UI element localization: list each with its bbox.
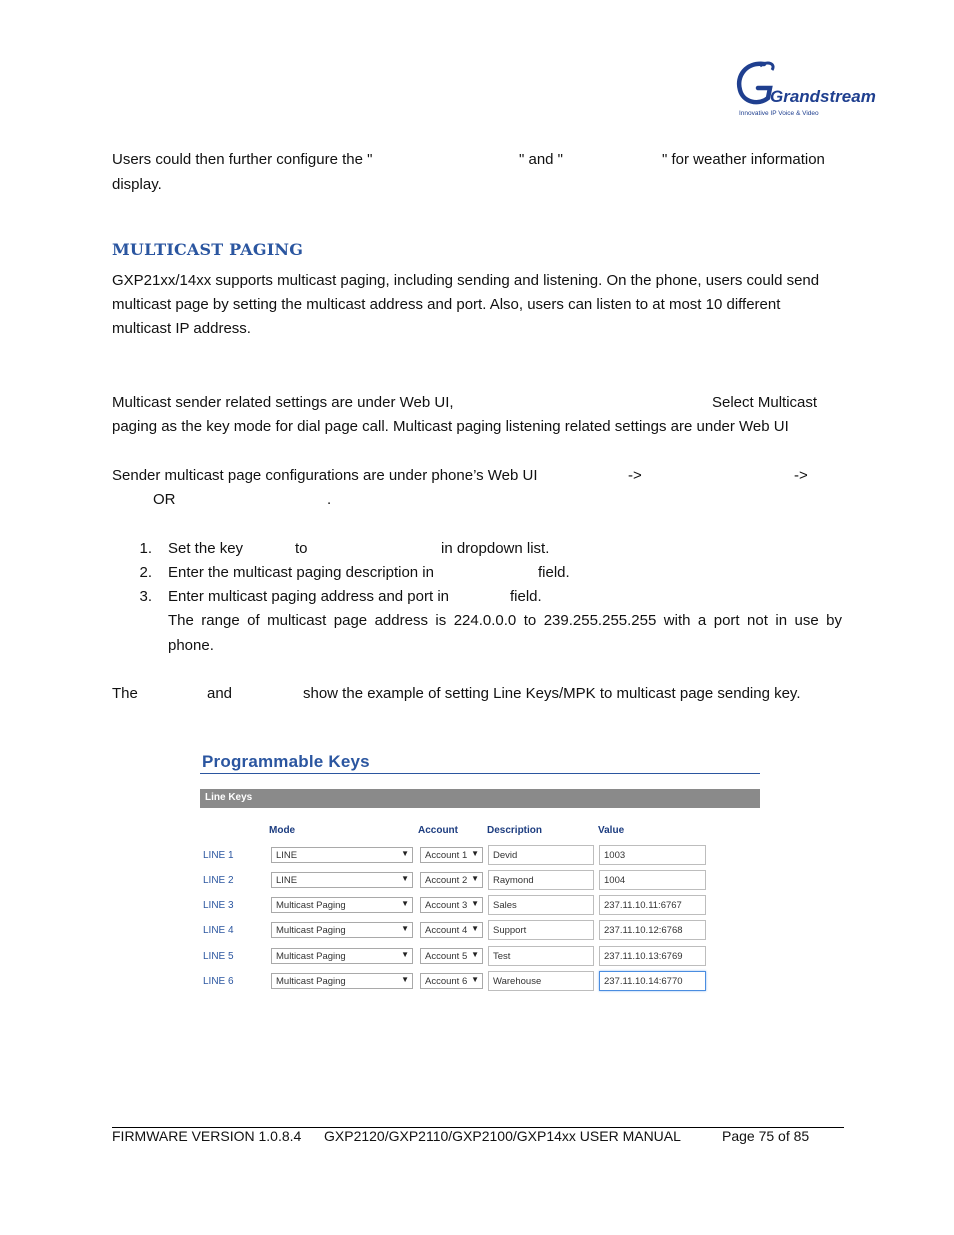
account-select[interactable] bbox=[420, 872, 483, 888]
description-input[interactable]: Devid bbox=[488, 845, 594, 865]
step-text: field. bbox=[510, 588, 542, 605]
config-text-a: Sender multicast page configurations are under phone’s Web UI bbox=[112, 467, 538, 484]
column-header-value: Value bbox=[598, 825, 625, 836]
line-key-row bbox=[200, 845, 760, 867]
mode-select-value: Multicast Paging bbox=[276, 951, 346, 962]
column-header-account: Account bbox=[418, 825, 458, 836]
section-para-line: multicast page by setting the multicast address and port. Also, users can listen to at most 10 different bbox=[112, 296, 781, 313]
value-input-focused[interactable]: 237.11.10.14:6770 bbox=[599, 971, 706, 991]
value-input[interactable]: 237.11.10.12:6768 bbox=[599, 920, 706, 940]
line-key-label: LINE 1 bbox=[203, 850, 234, 861]
sender-text-b: Select Multicast bbox=[712, 394, 818, 411]
example-text-b: and bbox=[207, 685, 233, 702]
section-heading: MULTICAST PAGING bbox=[112, 240, 304, 259]
programmable-keys-title: Programmable Keys bbox=[202, 752, 370, 771]
step-text: in dropdown list. bbox=[441, 540, 550, 557]
line-key-row bbox=[200, 870, 760, 892]
line-key-label: LINE 5 bbox=[203, 951, 234, 962]
sender-text-a: Multicast sender related settings are under Web UI, bbox=[112, 394, 454, 411]
description-input[interactable]: Warehouse bbox=[488, 971, 594, 991]
mode-select-value: Multicast Paging bbox=[276, 976, 346, 987]
dropdown-arrow-icon: ▼ bbox=[471, 899, 479, 908]
mode-select[interactable] bbox=[271, 847, 413, 863]
step-text: Enter multicast paging address and port in bbox=[168, 588, 449, 605]
mode-select[interactable] bbox=[271, 922, 413, 938]
description-input[interactable]: Sales bbox=[488, 895, 594, 915]
dropdown-arrow-icon: ▼ bbox=[401, 975, 409, 984]
mode-select[interactable] bbox=[271, 973, 413, 989]
step-text: Set the key bbox=[168, 540, 244, 557]
line-key-label: LINE 4 bbox=[203, 925, 234, 936]
config-arrow-2: -> bbox=[794, 467, 808, 484]
line-key-row bbox=[200, 971, 760, 993]
example-text-c: show the example of setting Line Keys/MPK to multicast page sending key. bbox=[303, 685, 801, 702]
footer-manual-title: GXP2120/GXP2110/GXP2100/GXP14xx USER MANUAL bbox=[324, 1128, 681, 1144]
mode-select[interactable] bbox=[271, 948, 413, 964]
account-select-value: Account 6 bbox=[425, 976, 468, 987]
dropdown-arrow-icon: ▼ bbox=[401, 849, 409, 858]
config-arrow-1: -> bbox=[628, 467, 642, 484]
dropdown-arrow-icon: ▼ bbox=[401, 950, 409, 959]
account-select-value: Account 4 bbox=[425, 925, 468, 936]
step-text: Enter the multicast paging description in bbox=[168, 564, 434, 581]
line-key-row bbox=[200, 920, 760, 942]
dropdown-arrow-icon: ▼ bbox=[471, 849, 479, 858]
step-text: field. bbox=[538, 564, 570, 581]
account-select-value: Account 3 bbox=[425, 900, 468, 911]
footer-page-number: Page 75 of 85 bbox=[722, 1128, 810, 1144]
grandstream-logo bbox=[734, 58, 876, 120]
step-number: 2. bbox=[139, 564, 152, 581]
intro-line1-b: " and " bbox=[519, 151, 564, 168]
grandstream-logo-mark bbox=[734, 58, 876, 120]
line-key-label: LINE 6 bbox=[203, 976, 234, 987]
sender-text-c: paging as the key mode for dial page call. Multicast paging listening related settings are under Web UI bbox=[112, 418, 789, 435]
description-input[interactable]: Support bbox=[488, 920, 594, 940]
mode-select-value: Multicast Paging bbox=[276, 925, 346, 936]
account-select-value: Account 1 bbox=[425, 850, 468, 861]
programmable-keys-figure bbox=[200, 752, 762, 1002]
step-number: 1. bbox=[139, 540, 152, 557]
section-paragraph bbox=[112, 269, 844, 341]
step-number: 3. bbox=[139, 588, 152, 605]
intro-line1-a: Users could then further configure the " bbox=[112, 151, 373, 168]
dropdown-arrow-icon: ▼ bbox=[401, 874, 409, 883]
value-input[interactable]: 237.11.10.11:6767 bbox=[599, 895, 706, 915]
dropdown-arrow-icon: ▼ bbox=[401, 924, 409, 933]
value-input[interactable]: 1003 bbox=[599, 845, 706, 865]
intro-line1-c: " for weather information bbox=[662, 151, 825, 168]
title-rule bbox=[200, 773, 760, 774]
line-key-label: LINE 3 bbox=[203, 900, 234, 911]
line-key-row bbox=[200, 946, 760, 968]
value-input[interactable]: 1004 bbox=[599, 870, 706, 890]
mode-select-value: Multicast Paging bbox=[276, 900, 346, 911]
range-note-line1: The range of multicast page address is 224.0.0.0 to 239.255.255.255 with a port not in use by bbox=[168, 612, 842, 629]
account-select[interactable] bbox=[420, 973, 483, 989]
dropdown-arrow-icon: ▼ bbox=[471, 924, 479, 933]
column-header-mode: Mode bbox=[269, 825, 296, 836]
config-dot: . bbox=[327, 491, 332, 508]
account-select-value: Account 5 bbox=[425, 951, 468, 962]
account-select[interactable] bbox=[420, 847, 483, 863]
dropdown-arrow-icon: ▼ bbox=[401, 899, 409, 908]
config-or: OR bbox=[153, 491, 176, 508]
account-select-value: Account 2 bbox=[425, 875, 468, 886]
value-input[interactable]: 237.11.10.13:6769 bbox=[599, 946, 706, 966]
line-key-row bbox=[200, 895, 760, 917]
range-note-line2: phone. bbox=[168, 637, 214, 654]
logo-tagline: Innovative IP Voice & Video bbox=[739, 110, 819, 117]
mode-select-value: LINE bbox=[276, 850, 298, 861]
line-key-label: LINE 2 bbox=[203, 875, 234, 886]
account-select[interactable] bbox=[420, 922, 483, 938]
line-keys-bar-label: Line Keys bbox=[205, 792, 253, 803]
description-input[interactable]: Raymond bbox=[488, 870, 594, 890]
column-header-description: Description bbox=[487, 825, 543, 836]
mode-select[interactable] bbox=[271, 897, 413, 913]
section-para-line: multicast IP address. bbox=[112, 320, 251, 337]
dropdown-arrow-icon: ▼ bbox=[471, 975, 479, 984]
intro-line2: display. bbox=[112, 176, 162, 193]
section-para-line: GXP21xx/14xx supports multicast paging, including sending and listening. On the phone, users could send bbox=[112, 272, 820, 289]
step-text: to bbox=[295, 540, 308, 557]
account-select[interactable] bbox=[420, 948, 483, 964]
mode-select-value: LINE bbox=[276, 875, 298, 886]
dropdown-arrow-icon: ▼ bbox=[471, 874, 479, 883]
dropdown-arrow-icon: ▼ bbox=[471, 950, 479, 959]
example-text-a: The bbox=[112, 685, 138, 702]
footer-firmware: FIRMWARE VERSION 1.0.8.4 bbox=[112, 1128, 302, 1144]
description-input[interactable]: Test bbox=[488, 946, 594, 966]
logo-brand: Grandstream bbox=[770, 87, 876, 106]
account-select[interactable] bbox=[420, 897, 483, 913]
mode-select[interactable] bbox=[271, 872, 413, 888]
line-keys-bar bbox=[200, 789, 760, 808]
